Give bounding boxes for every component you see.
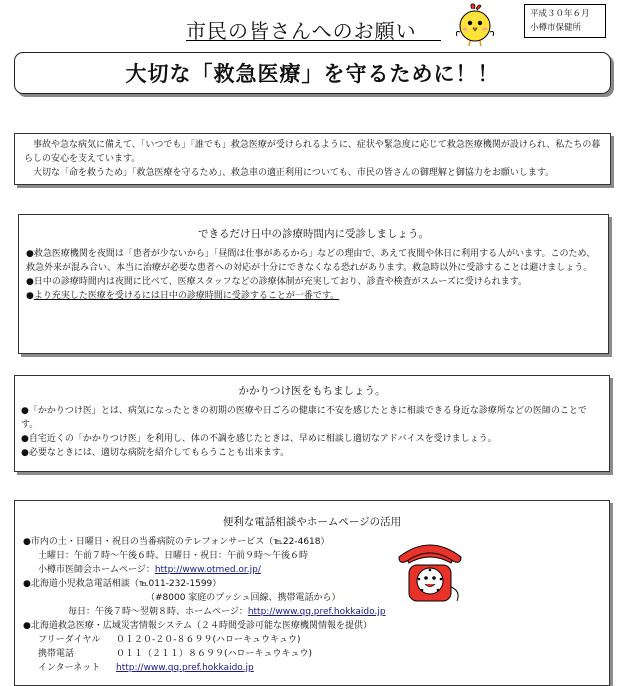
emphasis-text: より充実した医療を受けるには日中の診療時間に受診することが一番です。 bbox=[33, 291, 340, 301]
section-paragraph: ●「かかりつけ医」とは、病気になったときの初期の医療や日ごろの健康に不安を感じたときに相談できる身近な診療所などの医師のことです。 bbox=[21, 406, 587, 430]
main-heading: 大切な「救急医療」を守るために！！ bbox=[14, 52, 611, 94]
free-dial-number: ０１２０-２０-８６９９(ハローキュウキュウ) bbox=[116, 635, 301, 645]
emergency-info-link[interactable]: http://www.qq.pref.hokkaido.jp bbox=[247, 607, 386, 617]
contact-row bbox=[23, 661, 601, 675]
list-item bbox=[23, 563, 601, 577]
phone-consultation-section bbox=[14, 500, 610, 686]
chick-mascot-icon bbox=[452, 2, 498, 48]
contact-label: フリーダイヤル bbox=[38, 635, 101, 645]
family-doctor-section bbox=[14, 375, 610, 472]
bullet: ● bbox=[26, 291, 34, 301]
list-item: ●北海道救急医療・広域災害情報システム（２４時間受診可能な医療機関情報を提供） bbox=[23, 621, 372, 631]
list-item bbox=[23, 605, 601, 619]
contact-label: 携帯電話 bbox=[38, 649, 75, 659]
daytime-visit-section bbox=[18, 214, 609, 354]
service-hours: 毎日：午後７時～翌朝８時、ホームページ： bbox=[68, 607, 248, 617]
section-paragraph: ●自宅近くの「かかりつけ医」を利用し、体の不調を感じたときは、早めに相談し適切なアドバイスを受けましょう。 bbox=[21, 434, 497, 444]
list-item: ●北海道小児救急電話相談（℡011-232-1599） bbox=[23, 579, 222, 589]
intro-box bbox=[14, 133, 611, 185]
link-label: 小樽市医師会ホームページ： bbox=[38, 565, 155, 575]
issue-date: 平成３０年６月 bbox=[530, 9, 590, 19]
contact-row bbox=[23, 647, 601, 661]
page-title: 市民の皆さんへのお願い bbox=[186, 19, 417, 43]
contact-label: インターネット bbox=[38, 663, 101, 673]
section-title: できるだけ日中の診療時間内に受診しましょう。 bbox=[198, 228, 429, 240]
intro-paragraph-1: 事故や急な病気に備えて、「いつでも」「誰でも」救急医療が受けられるように、症状や緊急度に応じて救急医療機関が設けられ、私たちの暮らしの安心を支えています。 bbox=[24, 140, 601, 164]
internet-link[interactable]: http://www.qq.pref.hokkaido.jp bbox=[116, 663, 254, 673]
section-title: かかりつけ医をもちましょう。 bbox=[238, 385, 386, 397]
issuer-box bbox=[524, 4, 606, 38]
title-underline bbox=[186, 40, 441, 41]
section-paragraph bbox=[26, 289, 601, 303]
list-item: ●市内の土・日曜日・祝日の当番病院のテレフォンサービス（℡22-4618） bbox=[23, 537, 330, 547]
section-paragraph: ●救急医療機関を夜間は「患者が少ないから」「昼間は仕事があるから」などの理由で、あえて夜間や休日に利用する人がいます。このため、救急外来が混み合い、本当に治療が必要な患者への対応が十分にできなくなる恐れがあります。救急時以外に受診することは避けましょう。 bbox=[26, 249, 596, 273]
service-note: （#8000 家庭のプッシュ回線、携帯電話から） bbox=[146, 593, 341, 603]
telephone-mascot-icon bbox=[395, 537, 465, 607]
mobile-number: ０１１（２１１）８６９９(ハローキュウキュウ) bbox=[116, 649, 313, 659]
issuer-name: 小樽市保健所 bbox=[530, 23, 582, 33]
section-paragraph: ●日中の診療時間内は夜間に比べて、医療スタッフなどの診療体制が充実しており、診査や検査がスムーズに受けられます。 bbox=[26, 277, 528, 287]
medical-association-link[interactable]: http://www.otmed.or.jp/ bbox=[154, 565, 261, 575]
service-hours: 土曜日：午前７時～午後６時、日曜日・祝日：午前９時～午後６時 bbox=[38, 551, 309, 561]
section-title: 便利な電話相談やホームページの活用 bbox=[222, 516, 402, 528]
contact-row bbox=[23, 633, 601, 647]
section-paragraph: ●必要なときには、適切な病院を紹介してもらうことも出来ます。 bbox=[21, 448, 290, 458]
intro-paragraph-2: 大切な「命を救うため」「救急医療を守るため」、救急車の適正利用についても、市民の皆さんの御理解と御協力をお願いします。 bbox=[33, 168, 555, 178]
